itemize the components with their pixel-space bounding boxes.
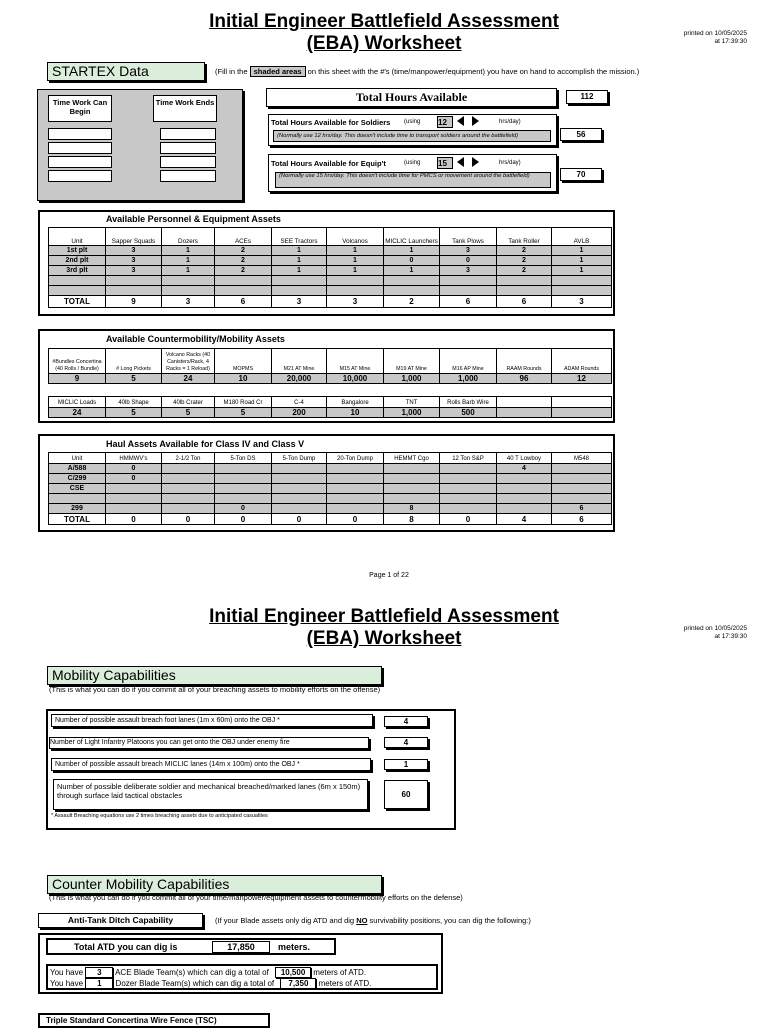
- atd-capability-label: Anti-Tank Ditch Capability: [38, 913, 203, 928]
- table-cell[interactable]: [497, 504, 552, 514]
- total-cell: 8: [384, 514, 440, 525]
- table-cell[interactable]: [272, 484, 327, 494]
- personnel-panel: [38, 210, 615, 316]
- column-header: Volcano Racks (40 Canisters/Rack, 4 Racks = 1 Reload): [162, 349, 215, 374]
- table-row: [49, 286, 612, 296]
- table-cell[interactable]: [497, 494, 552, 504]
- table-cell[interactable]: [497, 286, 552, 296]
- table-cell[interactable]: 0: [106, 464, 162, 474]
- table-cell: [49, 494, 106, 504]
- column-header: Unit: [49, 228, 106, 246]
- table-cell[interactable]: 1: [384, 246, 440, 256]
- ace-text: ACE Blade Team(s) which can dig a total of: [115, 968, 269, 977]
- table-cell: [49, 286, 106, 296]
- table-cell[interactable]: 5: [215, 408, 272, 418]
- mobility-panel: [46, 709, 456, 830]
- table-cell[interactable]: 3: [440, 266, 497, 276]
- haul-table: [48, 452, 612, 525]
- table-cell[interactable]: [552, 286, 612, 296]
- mob-row-2-label: Number of Light Infantry Platoons you can get onto the OBJ under enemy fire: [49, 737, 369, 749]
- column-header: M21 AT Mine: [272, 349, 327, 374]
- personnel-table: [48, 227, 612, 308]
- fill-note: [215, 67, 639, 76]
- total-cell: 3: [162, 296, 215, 308]
- table-cell[interactable]: 1: [327, 246, 384, 256]
- total-cell: 4: [497, 514, 552, 525]
- column-header: MICLIC Loads: [49, 397, 106, 408]
- table-cell[interactable]: 3: [106, 256, 162, 266]
- total-atd-unit: meters.: [278, 942, 311, 952]
- table-cell[interactable]: 200: [272, 408, 327, 418]
- table-cell[interactable]: 10: [327, 408, 384, 418]
- table-cell[interactable]: 20,000: [272, 374, 327, 384]
- fill-note-pre: (Fill in the: [215, 67, 248, 76]
- shaded-areas-label: shaded areas: [250, 66, 306, 77]
- table-cell[interactable]: [106, 276, 162, 286]
- total-atd-value: 17,850: [212, 941, 270, 953]
- table-cell[interactable]: 2: [497, 266, 552, 276]
- table-cell[interactable]: [497, 474, 552, 484]
- begin-input-4[interactable]: [48, 170, 112, 182]
- atd-panel: [38, 933, 443, 994]
- soldiers-hours-label: Total Hours Available for Soldiers: [271, 118, 391, 127]
- counter-values-row-2: [49, 408, 612, 418]
- table-cell[interactable]: 8: [384, 504, 440, 514]
- time-work-panel: [37, 89, 243, 201]
- equip-note: (Normally use 15 hrs/day. This doesn't include time for PMCS or movement around the battlefield): [275, 172, 551, 188]
- counter-table-2: [48, 396, 612, 418]
- ace-meters-unit: meters of ATD.: [313, 968, 367, 977]
- column-header: HMMWV's: [106, 453, 162, 464]
- table-cell[interactable]: [384, 484, 440, 494]
- table-cell[interactable]: 2: [215, 266, 272, 276]
- column-header: Dozers: [162, 228, 215, 246]
- table-cell[interactable]: [162, 494, 215, 504]
- table-cell[interactable]: [327, 464, 384, 474]
- column-header: M180 Road Cr: [215, 397, 272, 408]
- table-cell[interactable]: [440, 504, 497, 514]
- personnel-title: Available Personnel & Equipment Assets: [106, 214, 281, 224]
- mobility-note: (This is what you can do if you commit all of your breaching assets to mobility efforts on the offense): [49, 685, 381, 694]
- equip-using: (using: [404, 160, 421, 166]
- column-header: Sapper Squads: [106, 228, 162, 246]
- decrease-arrow-icon[interactable]: [457, 157, 464, 167]
- table-cell: 9: [49, 374, 106, 384]
- printed-date: [657, 30, 747, 46]
- table-cell[interactable]: [215, 484, 272, 494]
- table-cell[interactable]: [106, 286, 162, 296]
- table-cell[interactable]: 2: [215, 256, 272, 266]
- column-header: 2-1/2 Ton: [162, 453, 215, 464]
- table-cell[interactable]: [106, 504, 162, 514]
- total-hours-value: 112: [566, 90, 608, 104]
- decrease-arrow-icon[interactable]: [457, 116, 464, 126]
- table-cell[interactable]: 1,000: [440, 374, 497, 384]
- mob-row-4-value: 60: [384, 780, 428, 809]
- equip-rate-input[interactable]: 15: [437, 157, 453, 169]
- column-header: ACEs: [215, 228, 272, 246]
- total-cell: TOTAL: [49, 514, 106, 525]
- table-cell[interactable]: [327, 276, 384, 286]
- column-header: MICLIC Launchers: [384, 228, 440, 246]
- total-cell: 3: [327, 296, 384, 308]
- table-cell[interactable]: 1: [327, 256, 384, 266]
- table-cell[interactable]: [552, 474, 612, 484]
- table-cell[interactable]: 10,000: [327, 374, 384, 384]
- table-cell[interactable]: 500: [440, 408, 497, 418]
- page2-printed-line-1: printed on 10/05/2025: [683, 625, 747, 632]
- column-header: MOPMS: [215, 349, 272, 374]
- counter-values-row: [49, 374, 612, 384]
- table-cell[interactable]: [272, 276, 327, 286]
- table-cell[interactable]: 1: [552, 266, 612, 276]
- table-cell[interactable]: [327, 504, 384, 514]
- table-cell[interactable]: 3: [106, 266, 162, 276]
- table-cell[interactable]: 3: [106, 246, 162, 256]
- total-cell: TOTAL: [49, 296, 106, 308]
- page2-title-line-1: Initial Engineer Battlefield Assessment: [209, 606, 559, 627]
- column-header: TNT: [384, 397, 440, 408]
- table-cell[interactable]: 2: [497, 256, 552, 266]
- title-line-1: Initial Engineer Battlefield Assessment: [209, 11, 559, 32]
- table-cell[interactable]: [440, 464, 497, 474]
- total-cell: 9: [106, 296, 162, 308]
- table-cell[interactable]: [497, 408, 552, 418]
- mob-row-2-value: 4: [384, 737, 428, 748]
- table-cell[interactable]: [552, 484, 612, 494]
- begin-input-1[interactable]: [48, 128, 112, 140]
- column-header: Tank Roller: [497, 228, 552, 246]
- table-cell: A/588: [49, 464, 106, 474]
- column-header: Volcanos: [327, 228, 384, 246]
- dozer-you-have: You have: [50, 979, 84, 988]
- table-row: [49, 246, 612, 256]
- table-cell: C/299: [49, 474, 106, 484]
- page2-printed-line-2: at 17:39:30: [714, 633, 747, 640]
- table-cell[interactable]: [162, 484, 215, 494]
- column-header: AVLB: [552, 228, 612, 246]
- fill-note-post: on this sheet with the #'s (time/manpower/equipment) you have on hand to accomplish the mission.): [307, 67, 640, 76]
- table-cell: CSE: [49, 484, 106, 494]
- column-header: M19 AT Mine: [384, 349, 440, 374]
- table-cell[interactable]: [162, 464, 215, 474]
- table-cell[interactable]: 0: [106, 474, 162, 484]
- end-input-3[interactable]: [160, 156, 216, 168]
- total-cell: 0: [162, 514, 215, 525]
- total-cell: 0: [106, 514, 162, 525]
- total-cell: 2: [384, 296, 440, 308]
- blade-team-rows: [46, 964, 438, 990]
- table-cell[interactable]: [215, 474, 272, 484]
- table-row: [49, 474, 612, 484]
- table-cell[interactable]: [106, 484, 162, 494]
- table-cell[interactable]: [384, 494, 440, 504]
- table-cell[interactable]: [440, 494, 497, 504]
- dozer-text: Dozer Blade Team(s) which can dig a total of: [115, 979, 275, 988]
- mob-row-3-value: 1: [384, 759, 428, 770]
- title-line-2: (EBA) Worksheet: [306, 33, 462, 54]
- table-cell[interactable]: [497, 276, 552, 286]
- total-atd-label: Total ATD you can dig is: [74, 942, 178, 952]
- table-cell[interactable]: [384, 276, 440, 286]
- column-header: M15 AT Mine: [327, 349, 384, 374]
- table-cell[interactable]: 5: [106, 374, 162, 384]
- personnel-header-row: [49, 228, 612, 246]
- page2-printed-date: [657, 625, 747, 641]
- table-cell[interactable]: [497, 484, 552, 494]
- table-cell[interactable]: 0: [215, 504, 272, 514]
- column-header: M548: [552, 453, 612, 464]
- table-cell[interactable]: [552, 494, 612, 504]
- table-cell[interactable]: [440, 286, 497, 296]
- table-cell[interactable]: [215, 276, 272, 286]
- table-cell[interactable]: [384, 474, 440, 484]
- haul-panel: [38, 434, 615, 532]
- total-cell: 6: [440, 296, 497, 308]
- table-cell[interactable]: [215, 494, 272, 504]
- atd-note-pre: (If your Blade assets only dig ATD and dig: [215, 916, 355, 925]
- column-header: ADAM Rounds: [552, 349, 612, 374]
- table-cell[interactable]: [106, 494, 162, 504]
- table-cell[interactable]: [327, 474, 384, 484]
- table-row: [49, 266, 612, 276]
- total-atd-row: [46, 938, 336, 955]
- table-cell[interactable]: 2: [497, 246, 552, 256]
- table-row: [49, 464, 612, 474]
- column-header: HEMMT Cgo: [384, 453, 440, 464]
- equip-hours-value: 70: [560, 168, 602, 181]
- printed-line-2: at 17:39:30: [714, 38, 747, 45]
- table-cell[interactable]: 1: [162, 256, 215, 266]
- table-cell[interactable]: [272, 474, 327, 484]
- table-cell[interactable]: 0: [384, 256, 440, 266]
- page-title: [0, 11, 768, 55]
- mob-row-4-label: Number of possible deliberate soldier and mechanical breached/marked lanes (6m x 150m) through surface laid tactical obstacles: [53, 779, 368, 810]
- atd-note: [215, 916, 531, 925]
- begin-input-3[interactable]: [48, 156, 112, 168]
- table-cell[interactable]: [327, 494, 384, 504]
- time-work-ends-label: Time Work Ends: [153, 95, 217, 122]
- column-header: #Bundles Concertina (40 Rolls / Bundle): [49, 349, 106, 374]
- table-row: [49, 494, 612, 504]
- begin-input-2[interactable]: [48, 142, 112, 154]
- table-cell[interactable]: 1,000: [384, 374, 440, 384]
- table-cell[interactable]: 96: [497, 374, 552, 384]
- counter-title: Available Countermobility/Mobility Assets: [106, 334, 285, 344]
- personnel-total-row: [49, 296, 612, 308]
- total-cell: 0: [272, 514, 327, 525]
- table-cell: 24: [49, 408, 106, 418]
- table-cell[interactable]: 3: [440, 246, 497, 256]
- total-cell: 3: [552, 296, 612, 308]
- table-cell[interactable]: [215, 464, 272, 474]
- table-cell[interactable]: 1: [162, 266, 215, 276]
- table-cell[interactable]: 1: [272, 266, 327, 276]
- table-cell[interactable]: 4: [497, 464, 552, 474]
- column-header: C-4: [272, 397, 327, 408]
- table-cell[interactable]: [552, 276, 612, 286]
- table-cell[interactable]: 1: [552, 256, 612, 266]
- table-row: [49, 276, 612, 286]
- table-cell[interactable]: [162, 504, 215, 514]
- total-cell: 0: [215, 514, 272, 525]
- startex-header: STARTEX Data: [47, 62, 205, 81]
- page-number: Page 1 of 22: [369, 572, 409, 579]
- tsc-label: Triple Standard Concertina Wire Fence (TSC): [38, 1013, 270, 1028]
- column-header: RAAM Rounds: [497, 349, 552, 374]
- equip-rate-spinner[interactable]: [457, 157, 479, 167]
- soldiers-rate-input[interactable]: 12: [437, 116, 453, 128]
- mob-row-3-label: Number of possible assault breach MICLIC lanes (14m x 100m) onto the OBJ *: [51, 758, 371, 771]
- ace-meters: 10,500: [275, 967, 311, 978]
- total-cell: 6: [497, 296, 552, 308]
- table-cell: 3rd plt: [49, 266, 106, 276]
- table-cell[interactable]: [440, 276, 497, 286]
- column-header: M16 AP Mine: [440, 349, 497, 374]
- column-header: Unit: [49, 453, 106, 464]
- column-header: Bangalore: [327, 397, 384, 408]
- table-cell[interactable]: 12: [552, 374, 612, 384]
- atd-note-post: survivability positions, you can dig the following:): [369, 916, 531, 925]
- equip-hours-label: Total Hours Available for Equip't: [271, 159, 386, 168]
- total-cell: 0: [440, 514, 497, 525]
- column-header: 5-Ton Dump: [272, 453, 327, 464]
- haul-header-row: [49, 453, 612, 464]
- column-header: Rolls Barb Wire: [440, 397, 497, 408]
- table-cell: 1st plt: [49, 246, 106, 256]
- table-cell[interactable]: [327, 286, 384, 296]
- counter-table-1: [48, 348, 612, 384]
- table-cell[interactable]: [215, 286, 272, 296]
- soldiers-note: (Normally use 12 hrs/day. This doesn't include time to transport soldiers around the battlefield): [273, 130, 551, 142]
- table-cell[interactable]: [552, 464, 612, 474]
- table-cell[interactable]: [272, 504, 327, 514]
- haul-title: Haul Assets Available for Class IV and Class V: [106, 439, 305, 449]
- table-cell[interactable]: 1: [272, 246, 327, 256]
- table-cell[interactable]: [162, 474, 215, 484]
- table-cell[interactable]: [272, 464, 327, 474]
- column-header: 20-Ton Dump: [327, 453, 384, 464]
- table-cell[interactable]: [440, 474, 497, 484]
- table-cell[interactable]: [440, 484, 497, 494]
- table-cell[interactable]: 1: [327, 266, 384, 276]
- total-cell: 0: [327, 514, 384, 525]
- dozer-meters-unit: meters of ATD.: [318, 979, 372, 988]
- soldiers-unit: hrs/day): [499, 119, 521, 125]
- mob-row-1-value: 4: [384, 716, 428, 727]
- table-cell: 2nd plt: [49, 256, 106, 266]
- printed-line-1: printed on 10/05/2025: [683, 30, 747, 37]
- total-hours-label: Total Hours Available: [266, 88, 557, 107]
- dozer-meters: 7,350: [280, 978, 316, 989]
- column-header: Tank Plows: [440, 228, 497, 246]
- table-row: [49, 484, 612, 494]
- counter-mobility-header: Counter Mobility Capabilities: [47, 875, 382, 894]
- table-cell[interactable]: 6: [552, 504, 612, 514]
- table-cell[interactable]: 5: [106, 408, 162, 418]
- column-header: 12 Ton S&P: [440, 453, 497, 464]
- mob-footnote: * Assault Breaching equations use 2 times breaching assets due to anticipated casualties: [51, 813, 268, 819]
- end-input-4[interactable]: [160, 170, 216, 182]
- table-cell: [49, 276, 106, 286]
- counter-panel: [38, 329, 615, 423]
- column-header: 40 T Lowboy: [497, 453, 552, 464]
- column-header: 40lb Shape: [106, 397, 162, 408]
- table-cell[interactable]: 1: [552, 246, 612, 256]
- ace-you-have: You have: [50, 968, 84, 977]
- table-cell[interactable]: 10: [215, 374, 272, 384]
- time-work-begin-label: Time Work Can Begin: [48, 95, 112, 122]
- column-header: 5-Ton DS: [215, 453, 272, 464]
- equip-hours-panel: [268, 154, 557, 192]
- total-cell: 6: [552, 514, 612, 525]
- increase-arrow-icon[interactable]: [472, 116, 479, 126]
- table-cell[interactable]: [272, 286, 327, 296]
- table-row: [49, 256, 612, 266]
- increase-arrow-icon[interactable]: [472, 157, 479, 167]
- table-cell[interactable]: 1: [162, 246, 215, 256]
- total-cell: 3: [272, 296, 327, 308]
- haul-total-row: [49, 514, 612, 525]
- column-header: [497, 397, 552, 408]
- page2-title-line-2: (EBA) Worksheet: [306, 628, 462, 649]
- mobility-header: Mobility Capabilities: [47, 666, 382, 685]
- dozer-count: 1: [85, 978, 113, 989]
- counter-header-row-2: [49, 397, 612, 408]
- table-cell[interactable]: [384, 464, 440, 474]
- column-header: 40lb Crater: [162, 397, 215, 408]
- table-cell: 299: [49, 504, 106, 514]
- table-cell[interactable]: 1: [384, 266, 440, 276]
- counter-header-row: [49, 349, 612, 374]
- soldiers-hours-panel: [268, 114, 557, 146]
- table-cell[interactable]: [272, 494, 327, 504]
- dozer-row: [50, 978, 371, 989]
- table-row: [49, 504, 612, 514]
- ace-row: [50, 967, 366, 978]
- table-cell[interactable]: [162, 276, 215, 286]
- mob-row-1-label: Number of possible assault breach foot lanes (1m x 60m) onto the OBJ *: [51, 714, 373, 727]
- atd-note-no: NO: [356, 916, 368, 925]
- table-cell[interactable]: 1,000: [384, 408, 440, 418]
- table-cell[interactable]: [327, 484, 384, 494]
- total-cell: 6: [215, 296, 272, 308]
- table-cell[interactable]: 0: [440, 256, 497, 266]
- soldiers-rate-spinner[interactable]: [457, 116, 479, 126]
- column-header: [552, 397, 612, 408]
- table-cell[interactable]: [384, 286, 440, 296]
- equip-unit: hrs/day): [499, 160, 521, 166]
- table-cell[interactable]: 5: [162, 408, 215, 418]
- table-cell[interactable]: [162, 286, 215, 296]
- soldiers-hours-value: 56: [560, 128, 602, 141]
- column-header: # Long Pickets: [106, 349, 162, 374]
- end-input-1[interactable]: [160, 128, 216, 140]
- table-cell[interactable]: 1: [272, 256, 327, 266]
- table-cell[interactable]: 2: [215, 246, 272, 256]
- end-input-2[interactable]: [160, 142, 216, 154]
- counter-mobility-note: (This is what you can do if you commit all of your time/manpower/equipment assets to countermobility efforts on the defense): [49, 893, 463, 902]
- table-cell[interactable]: [552, 408, 612, 418]
- column-header: SEE Tractors: [272, 228, 327, 246]
- table-cell[interactable]: 24: [162, 374, 215, 384]
- soldiers-using: (using: [404, 119, 421, 125]
- page2-title: [0, 606, 768, 650]
- ace-count: 3: [85, 967, 113, 978]
